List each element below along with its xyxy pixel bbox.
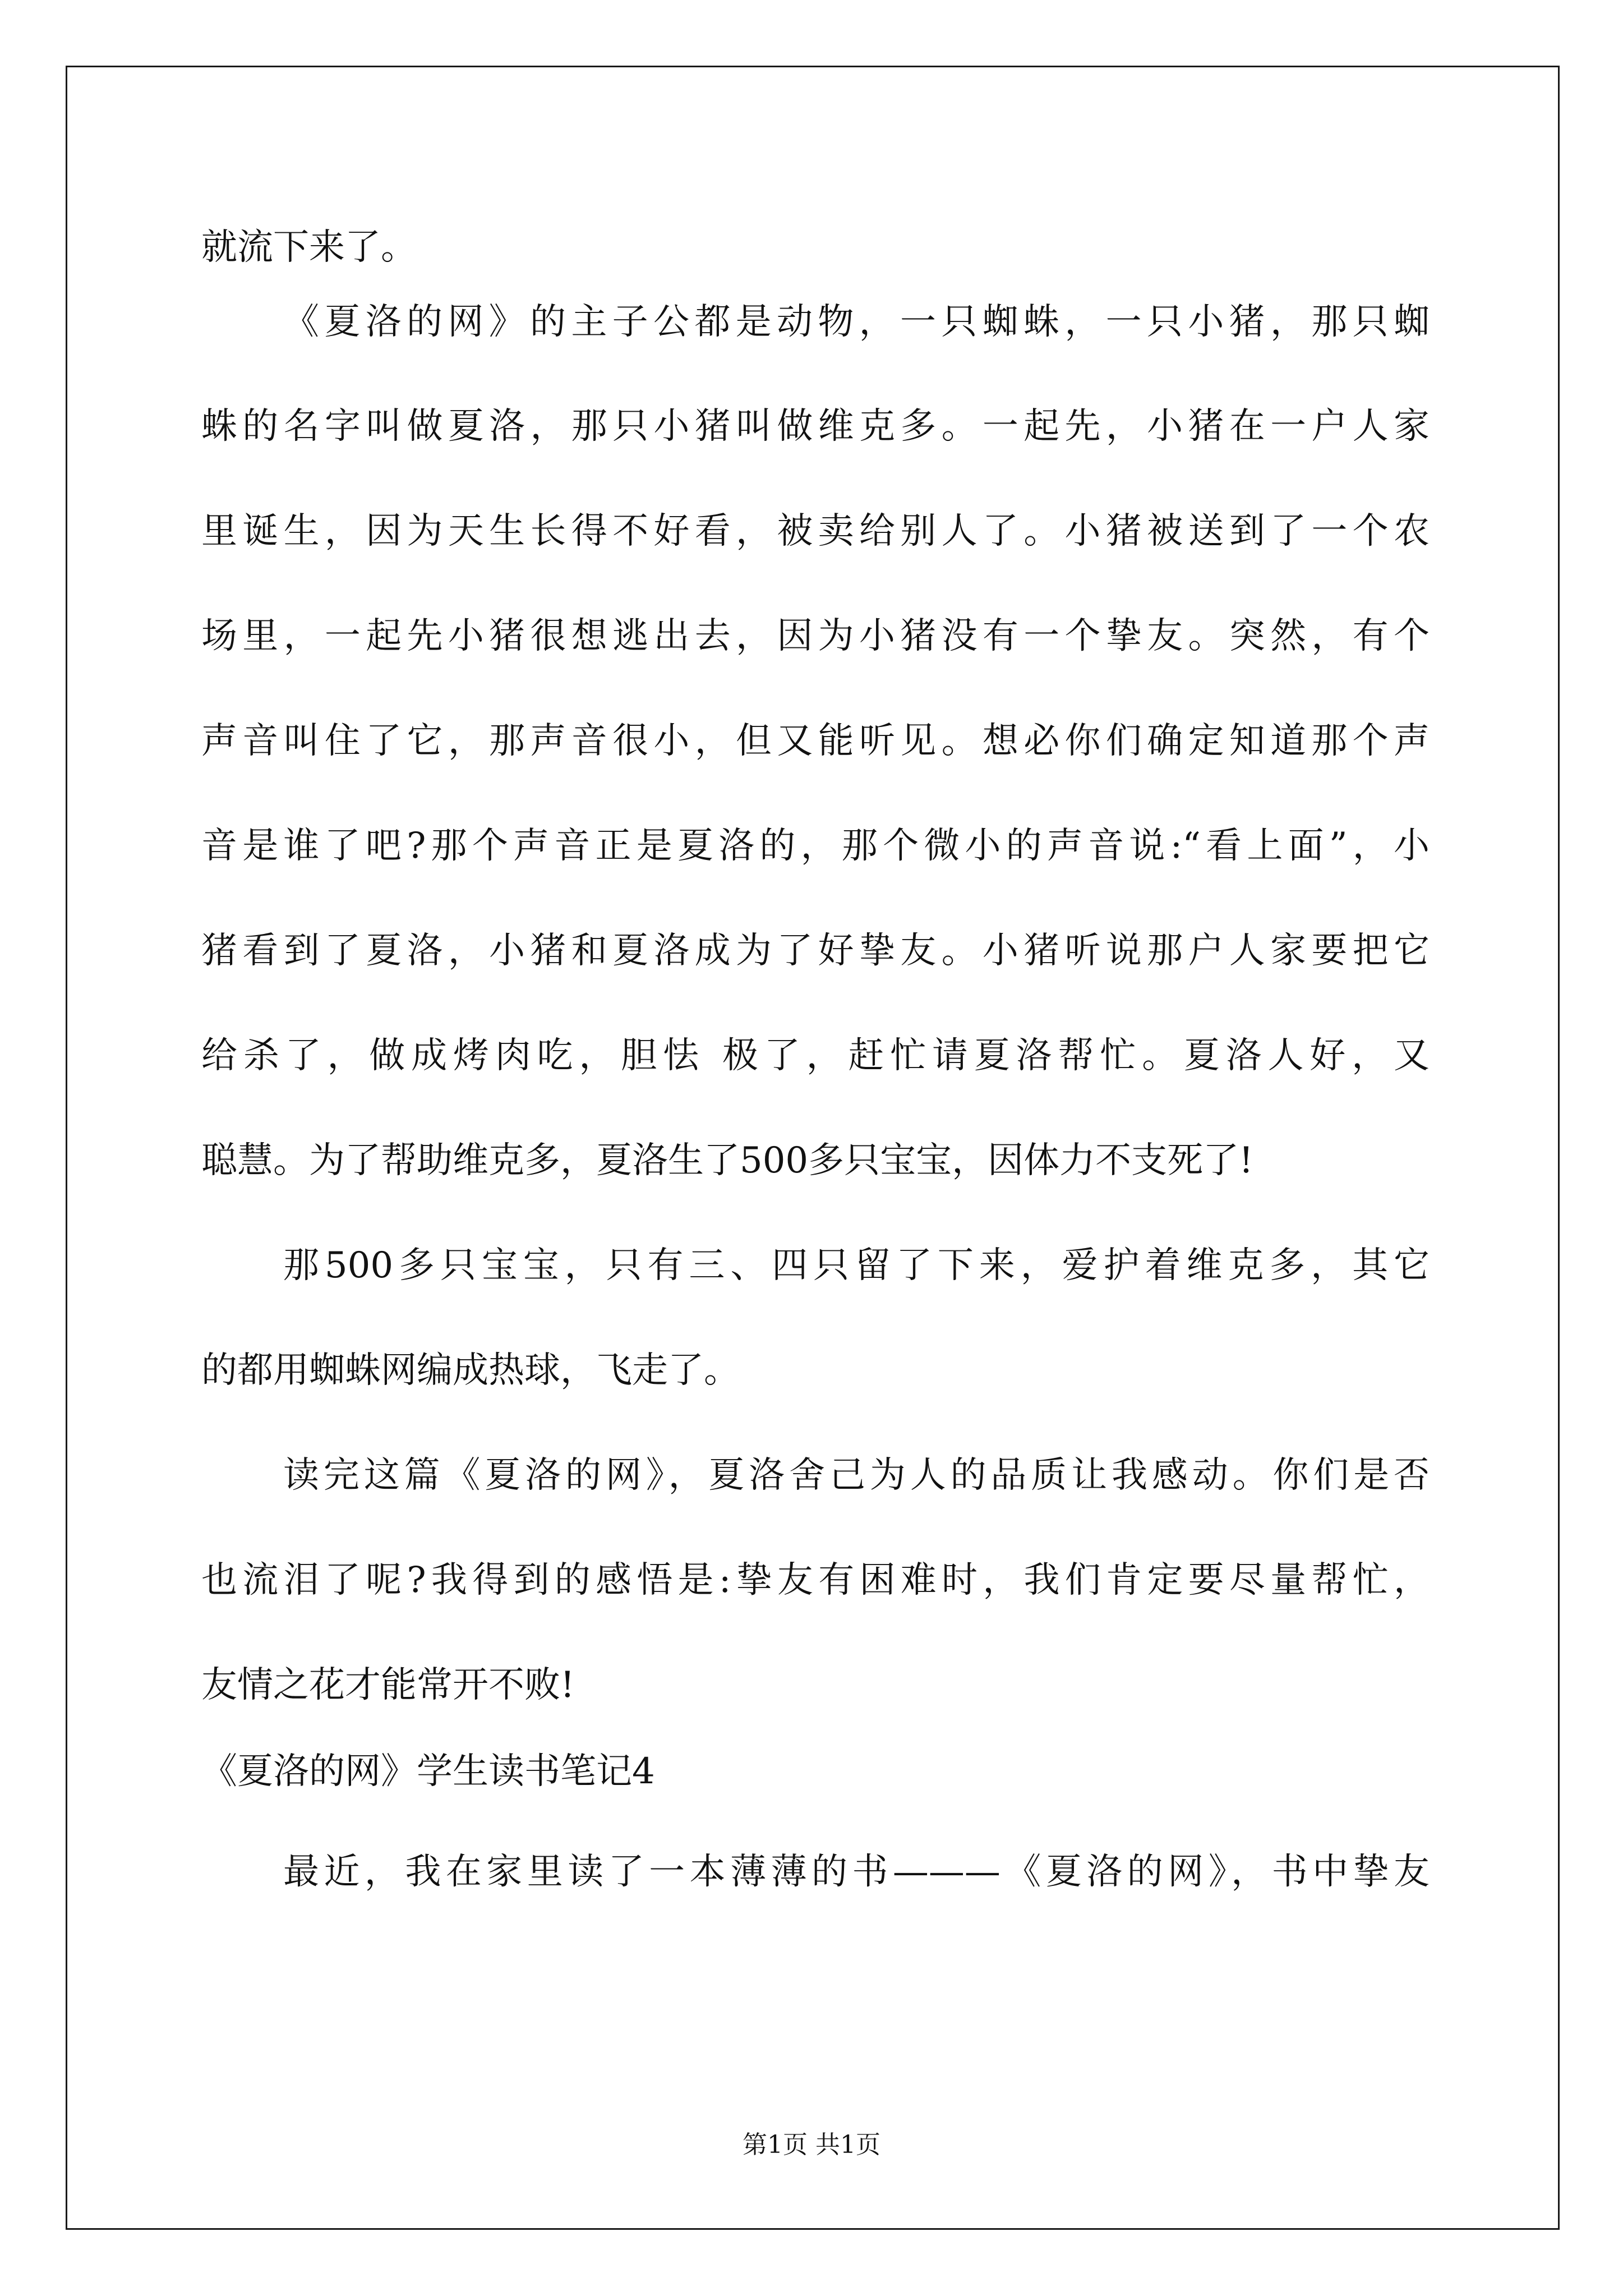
text-line: 猪看到了夏洛，小猪和夏洛成为了好挚友。小猪听说那户人家要把它: [201, 930, 1430, 972]
text-line: 就流下来了。: [201, 227, 417, 268]
section-heading: 《夏洛的网》学生读书笔记4: [201, 1751, 655, 1792]
text-line: 里诞生，因为天生长得不好看，被卖给别人了。小猪被送到了一个农: [201, 510, 1430, 552]
text-line: 的都用蜘蛛网编成热球，飞走了。: [201, 1350, 740, 1391]
paragraph-first-line: 最近，我在家里读了一本薄薄的书———《夏洛的网》，书中挚友: [283, 1851, 1430, 1893]
text-line: 声音叫住了它，那声音很小，但又能听见。想必你们确定知道那个声: [201, 720, 1430, 762]
text-line: 给杀了，做成烤肉吃，胆怯 极了，赶忙请夏洛帮忙。夏洛人好，又: [201, 1035, 1430, 1076]
paragraph-first-line: 读完这篇《夏洛的网》，夏洛舍己为人的品质让我感动。你们是否: [283, 1455, 1430, 1496]
text-line: 场里，一起先小猪很想逃出去，因为小猪没有一个挚友。突然，有个: [201, 615, 1430, 657]
text-line: 也流泪了呢?我得到的感悟是:挚友有困难时，我们肯定要尽量帮忙，: [201, 1559, 1430, 1601]
text-line: 友情之花才能常开不败!: [201, 1664, 575, 1706]
text-line: 聪慧。为了帮助维克多，夏洛生了500多只宝宝，因体力不支死了!: [201, 1140, 1253, 1181]
paragraph-first-line: 那500多只宝宝，只有三、四只留了下来，爱护着维克多，其它: [283, 1245, 1430, 1286]
page-number: 第1页 共1页: [743, 2131, 880, 2159]
text-line: 蛛的名字叫做夏洛，那只小猪叫做维克多。一起先，小猪在一户人家: [201, 406, 1430, 447]
text-line: 音是谁了吧?那个声音正是夏洛的，那个微小的声音说:“看上面”，小: [201, 825, 1430, 867]
paragraph-first-line: 《夏洛的网》的主子公都是动物，一只蜘蛛，一只小猪，那只蜘: [283, 301, 1430, 343]
